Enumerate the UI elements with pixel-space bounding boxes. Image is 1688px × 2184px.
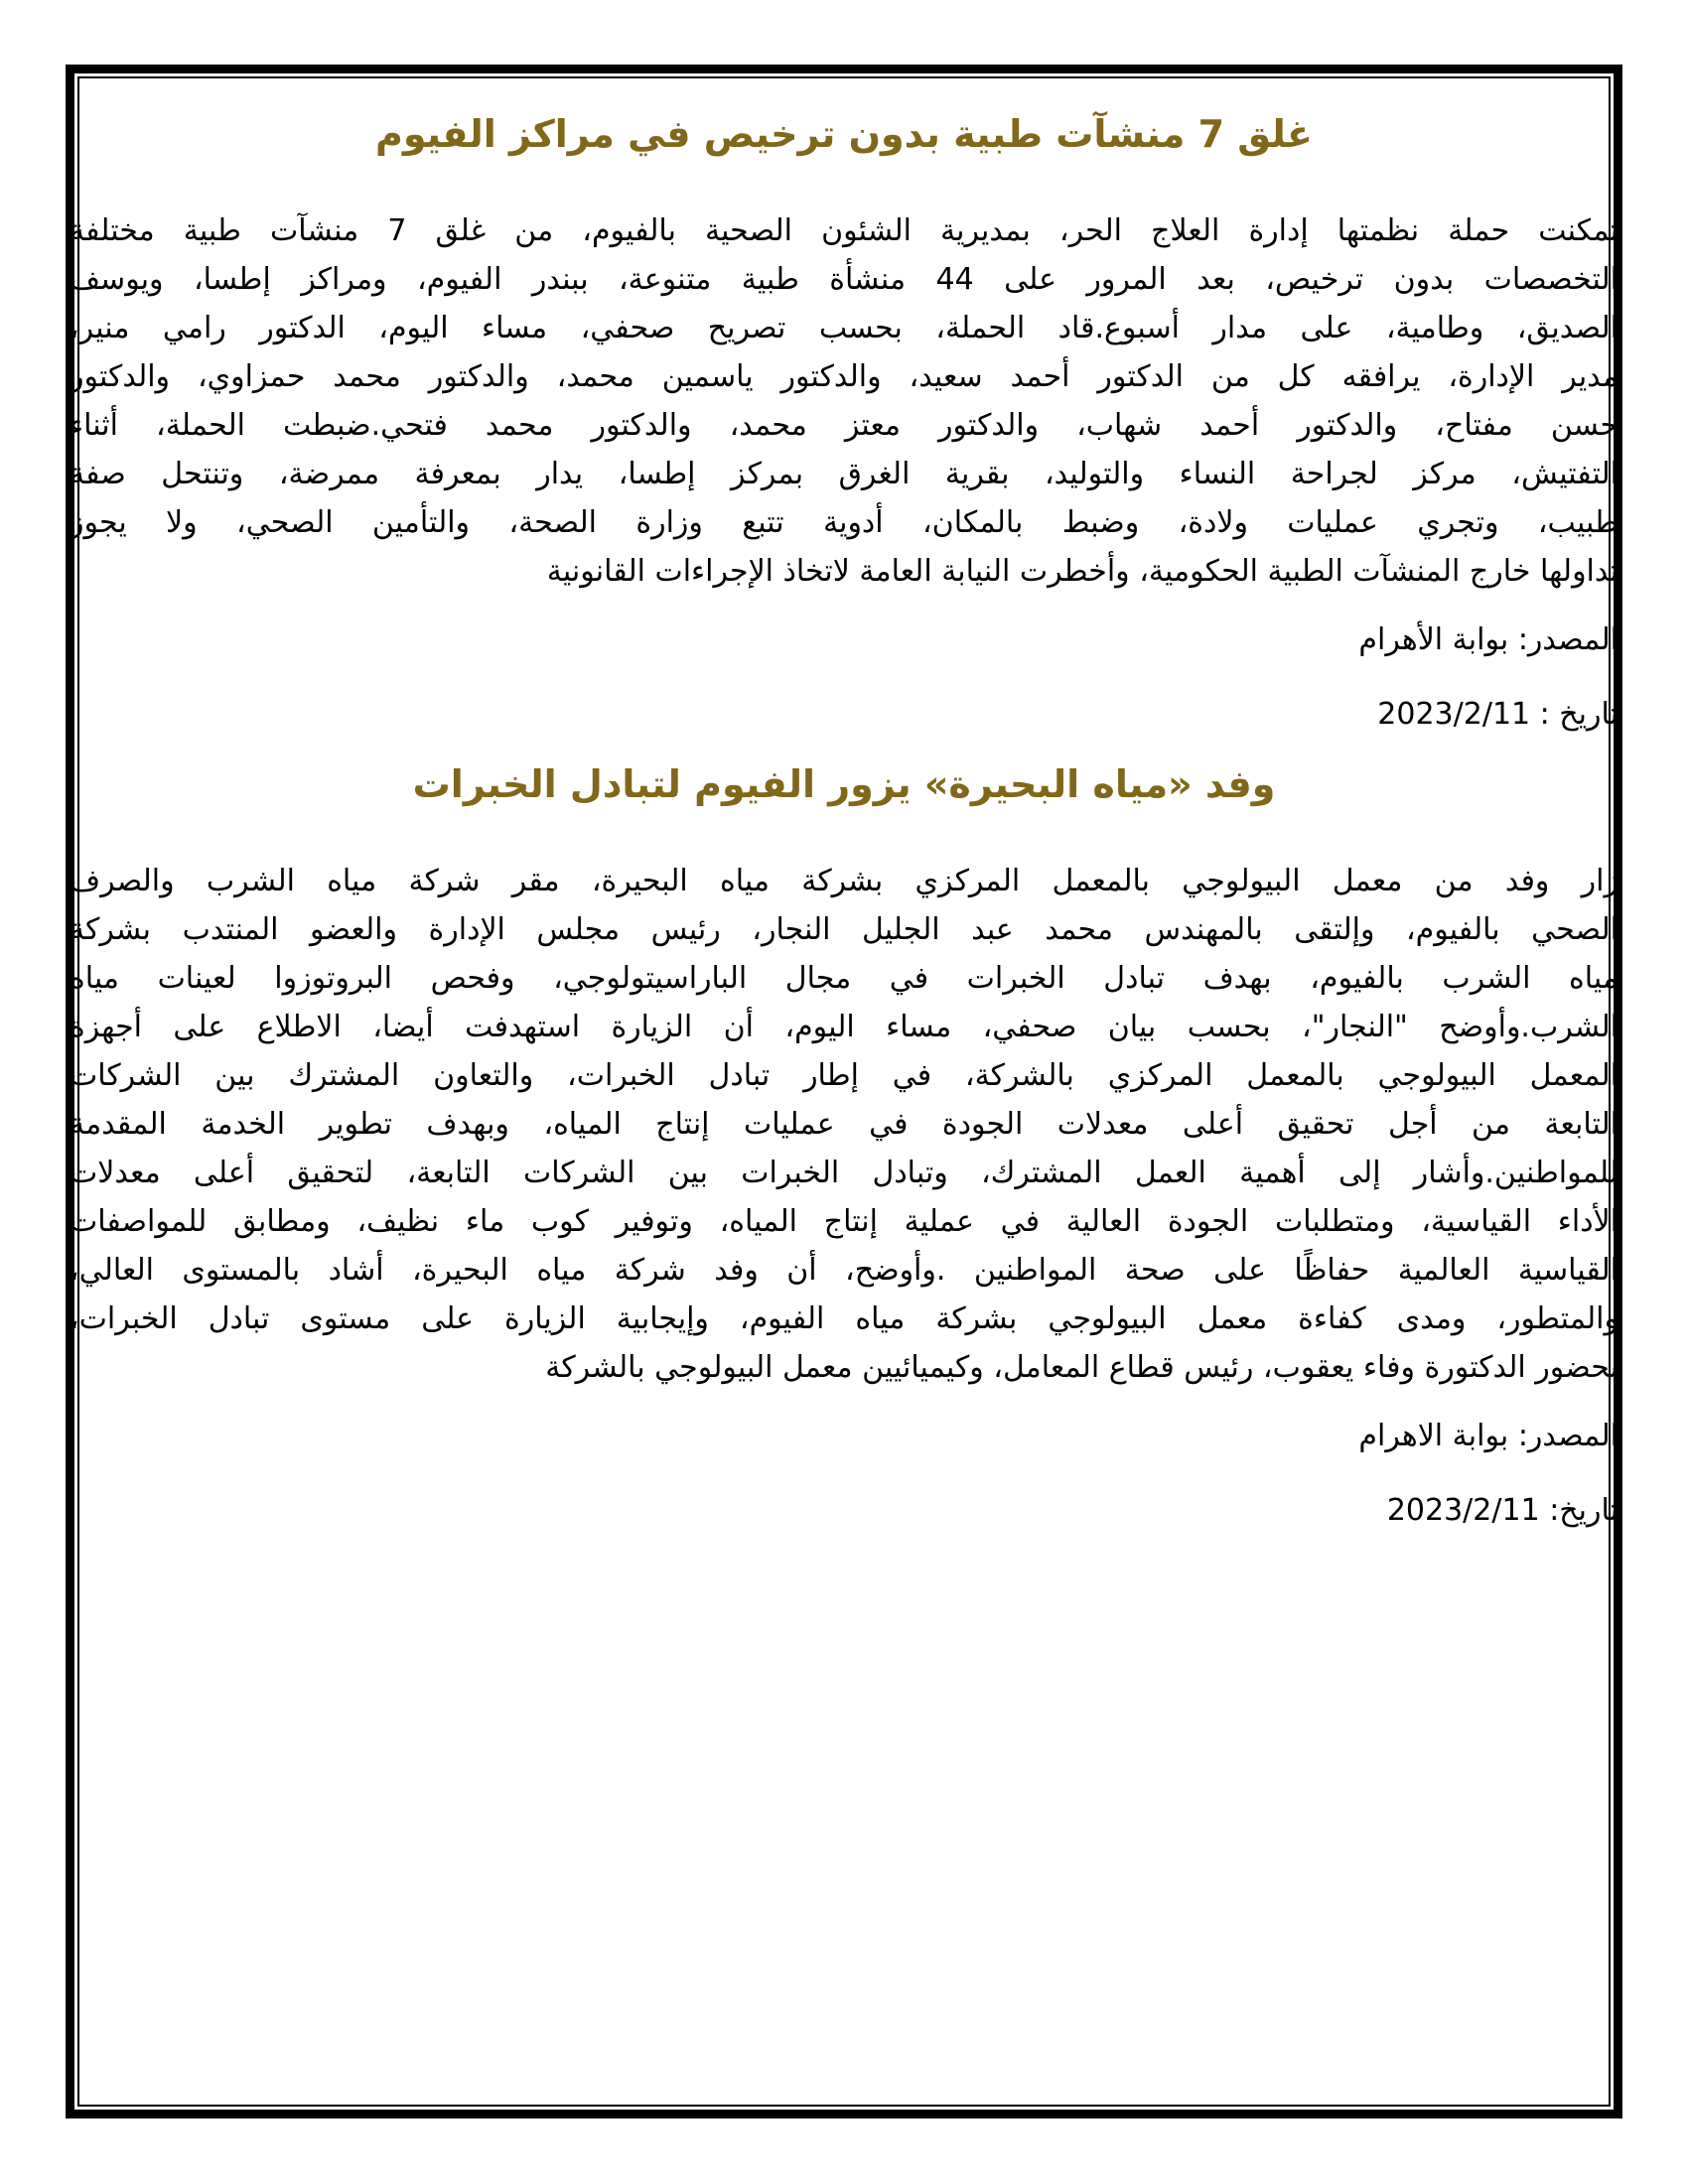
body-line: القياسية العالمية حفاظًا على صحة المواطنين .وأوضح، أن وفد شركة مياه البحيرة، أشاد بالمستوى العالي، bbox=[70, 1253, 1618, 1288]
body-line: تمكنت حملة نظمتها إدارة العلاج الحر، بمديرية الشئون الصحية بالفيوم، من غلق 7 منشآت طبية مختلفة bbox=[70, 213, 1618, 248]
body-line: زار وفد من معمل البيولوجي بالمعمل المركزي بشركة مياه البحيرة، مقر شركة مياه الشرب والصرف bbox=[70, 864, 1618, 898]
body-line: للمواطنين.وأشار إلى أهمية العمل المشترك، وتبادل الخبرات بين الشركات التابعة، لتحقيق أعلى معدلات bbox=[70, 1156, 1618, 1190]
body-line: مدير الإدارة، يرافقه كل من الدكتور أحمد سعيد، والدكتور ياسمين محمد، والدكتور محمد حمزاوي، والدكتور bbox=[70, 359, 1618, 394]
body-line: الشرب.وأوضح "النجار"، بحسب بيان صحفي، مساء اليوم، أن الزيارة استهدفت أيضا، الاطلاع على أجهزة bbox=[70, 1010, 1618, 1044]
date-line: تاريخ : 2023/2/11 bbox=[1377, 697, 1618, 732]
body-line: مياه الشرب بالفيوم، بهدف تبادل الخبرات في مجال الباراسيتولوجي، وفحص البروتوزوا لعينات مياه bbox=[70, 961, 1618, 996]
body-line: حسن مفتاح، والدكتور أحمد شهاب، والدكتور معتز محمد، والدكتور محمد فتحي.ضبطت الحملة، أثناء bbox=[70, 408, 1618, 443]
source-line: المصدر: بوابة الأهرام bbox=[1358, 622, 1618, 657]
article-second bbox=[70, 754, 1618, 1535]
body-line: الصديق، وطامية، على مدار أسبوع.قاد الحملة، بحسب تصريح صحفي، مساء اليوم، الدكتور رامي منير، bbox=[70, 311, 1618, 345]
source-line: المصدر: بوابة الاهرام bbox=[1358, 1419, 1618, 1453]
body-line: طبيب، وتجري عمليات ولادة، وضبط بالمكان، أدوية تتبع وزارة الصحة، والتأمين الصحي، ولا يجوز bbox=[70, 505, 1618, 540]
body-line: التابعة من أجل تحقيق أعلى معدلات الجودة في عمليات إنتاج المياه، وبهدف تطوير الخدمة المقدمة bbox=[70, 1107, 1618, 1142]
body-line: الأداء القياسية، ومتطلبات الجودة العالية في عملية إنتاج المياه، وتوفير كوب ماء نظيف، ومطابق للمواصفات bbox=[70, 1204, 1618, 1239]
body-line: والمتطور، ومدى كفاءة معمل البيولوجي بشركة مياه الفيوم، وإيجابية الزيارة على مستوى تبادل الخبرات، bbox=[70, 1301, 1618, 1336]
body-line: الصحي بالفيوم، وإلتقى بالمهندس محمد عبد الجليل النجار، رئيس مجلس الإدارة والعضو المنتدب بشركة bbox=[70, 912, 1618, 947]
body-line: تداولها خارج المنشآت الطبية الحكومية، وأخطرت النيابة العامة لاتخاذ الإجراءات القانونية bbox=[546, 554, 1618, 589]
body-line: بحضور الدكتورة وفاء يعقوب، رئيس قطاع المعامل، وكيميائيين معمل البيولوجي بالشركة bbox=[545, 1350, 1618, 1385]
article-title: وفد «مياه البحيرة» يزور الفيوم لتبادل الخبرات bbox=[412, 762, 1276, 806]
article-first bbox=[70, 104, 1618, 739]
body-line: المعمل البيولوجي بالمعمل المركزي بالشركة، في إطار تبادل الخبرات، والتعاون المشترك بين الشركات bbox=[70, 1058, 1618, 1093]
article-body bbox=[70, 857, 1618, 1392]
body-line: التفتيش، مركز لجراحة النساء والتوليد، بقرية الغرق بمركز إطسا، يدار بمعرفة ممرضة، وتنتحل صفة bbox=[70, 457, 1618, 491]
article-body bbox=[70, 206, 1618, 596]
date-line: تاريخ: 2023/2/11 bbox=[1386, 1493, 1618, 1528]
article-title: غلق 7 منشآت طبية بدون ترخيص في مراكز الفيوم bbox=[374, 112, 1314, 156]
body-line: التخصصات بدون ترخيص، بعد المرور على 44 منشأة طبية متنوعة، ببندر الفيوم، ومراكز إطسا، ويوسف bbox=[70, 262, 1618, 297]
